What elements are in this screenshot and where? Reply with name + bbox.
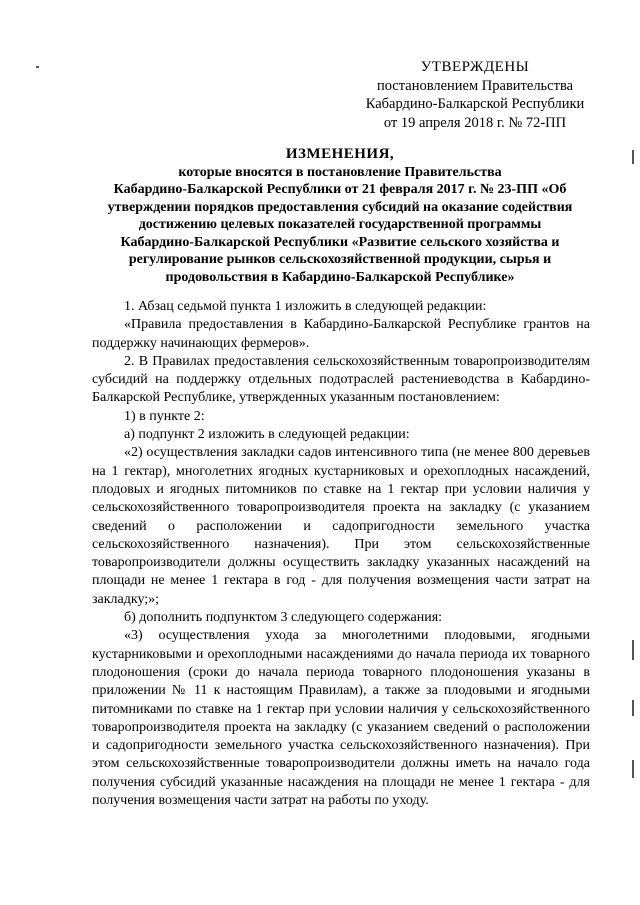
- scan-speck: [632, 640, 634, 660]
- title-line: которые вносятся в постановление Правительства: [178, 164, 502, 180]
- title-line: регулирование рынков сельскохозяйственной продукции, сырья и: [128, 252, 552, 267]
- title-line: Кабардино-Балкарской Республики от 21 февраля 2017 г. № 23-ПП «Об: [113, 182, 567, 197]
- paragraph: «3) осуществления ухода за многолетними плодовыми, ягодными кустарниковыми и орехоплодными насаждениями до начала периода их товарного плодоношения (сроки до начала периода товарного плодоношения указаны в приложении № 11 к настоящим Правилам), а также за плодовыми и ягодными питомниками по ставке на 1 гектар при условии наличия у сельскохозяйственного товаропроизводителя проекта на закладку (с указанием сведений о расположении и садопригодности земельного участка сельскохозяйственного назначения). При этом сельскохозяйственные товаропроизводители должны иметь на начало года получения субсидий указанные насаждения на площади не менее 1 гектара - для получения возмещения части затрат на работы по уходу.: [92, 628, 590, 809]
- paragraph: «2) осуществления закладки садов интенсивного типа (не менее 800 деревьев на 1 гектар), многолетних ягодных кустарниковых и орехоплодных насаждений, плодовых и ягодных питомников по ставке на 1 гектар при условии наличия у сельскохозяйственного товаропроизводителя проекта на закладку (с указанием сведений о расположении и садопригодности земельного участка сельскохозяйственного назначения). При этом сельскохозяйственные товаропроизводители должны осуществить закладку указанных насаждений на площади не менее 1 гектара в год - для получения возмещения части затрат на закладку;»;: [92, 445, 590, 607]
- scan-speck: [632, 150, 634, 164]
- paragraph: а) подпункт 2 изложить в следующей редакции:: [124, 427, 410, 443]
- scan-speck: [632, 760, 634, 778]
- paragraph: б) дополнить подпунктом 3 следующего содержания:: [124, 610, 443, 626]
- paragraph: «Правила предоставления в Кабардино-Балкарской Республике грантов на поддержку начинающих фермеров».: [92, 317, 590, 351]
- approval-line: от 19 апреля 2018 г. № 72-ПП: [383, 114, 567, 131]
- title-heading: ИЗМЕНЕНИЯ,: [285, 146, 395, 162]
- scan-speck: [36, 66, 39, 68]
- document-body: [92, 298, 590, 810]
- approval-heading: УТВЕРЖДЕНЫ: [420, 59, 530, 75]
- title-line: утверждении порядков предоставления субсидий на оказание содействия: [107, 199, 573, 215]
- approval-line: Кабардино-Балкарской Республики: [365, 96, 585, 112]
- paragraph: 1. Абзац седьмой пункта 1 изложить в следующей редакции:: [124, 299, 487, 314]
- title-line: Кабардино-Балкарской Республики «Развитие сельского хозяйства и: [120, 234, 560, 250]
- document-title: [80, 146, 600, 286]
- title-line: достижению целевых показателей государственной программы: [138, 217, 542, 232]
- paragraph: 2. В Правилах предоставления сельскохозяйственным товаропроизводителям субсидий на поддержку отдельных подотраслей растениеводства в Кабардино-Балкарской Республике, утвержденных указанным постановлением:: [92, 353, 590, 406]
- paragraph: 1) в пункте 2:: [124, 408, 205, 424]
- approval-line: постановлением Правительства: [376, 77, 574, 94]
- title-line: продовольствия в Кабардино-Балкарской Республике»: [165, 269, 515, 285]
- approval-stamp: [360, 58, 590, 132]
- scan-speck: [632, 700, 634, 716]
